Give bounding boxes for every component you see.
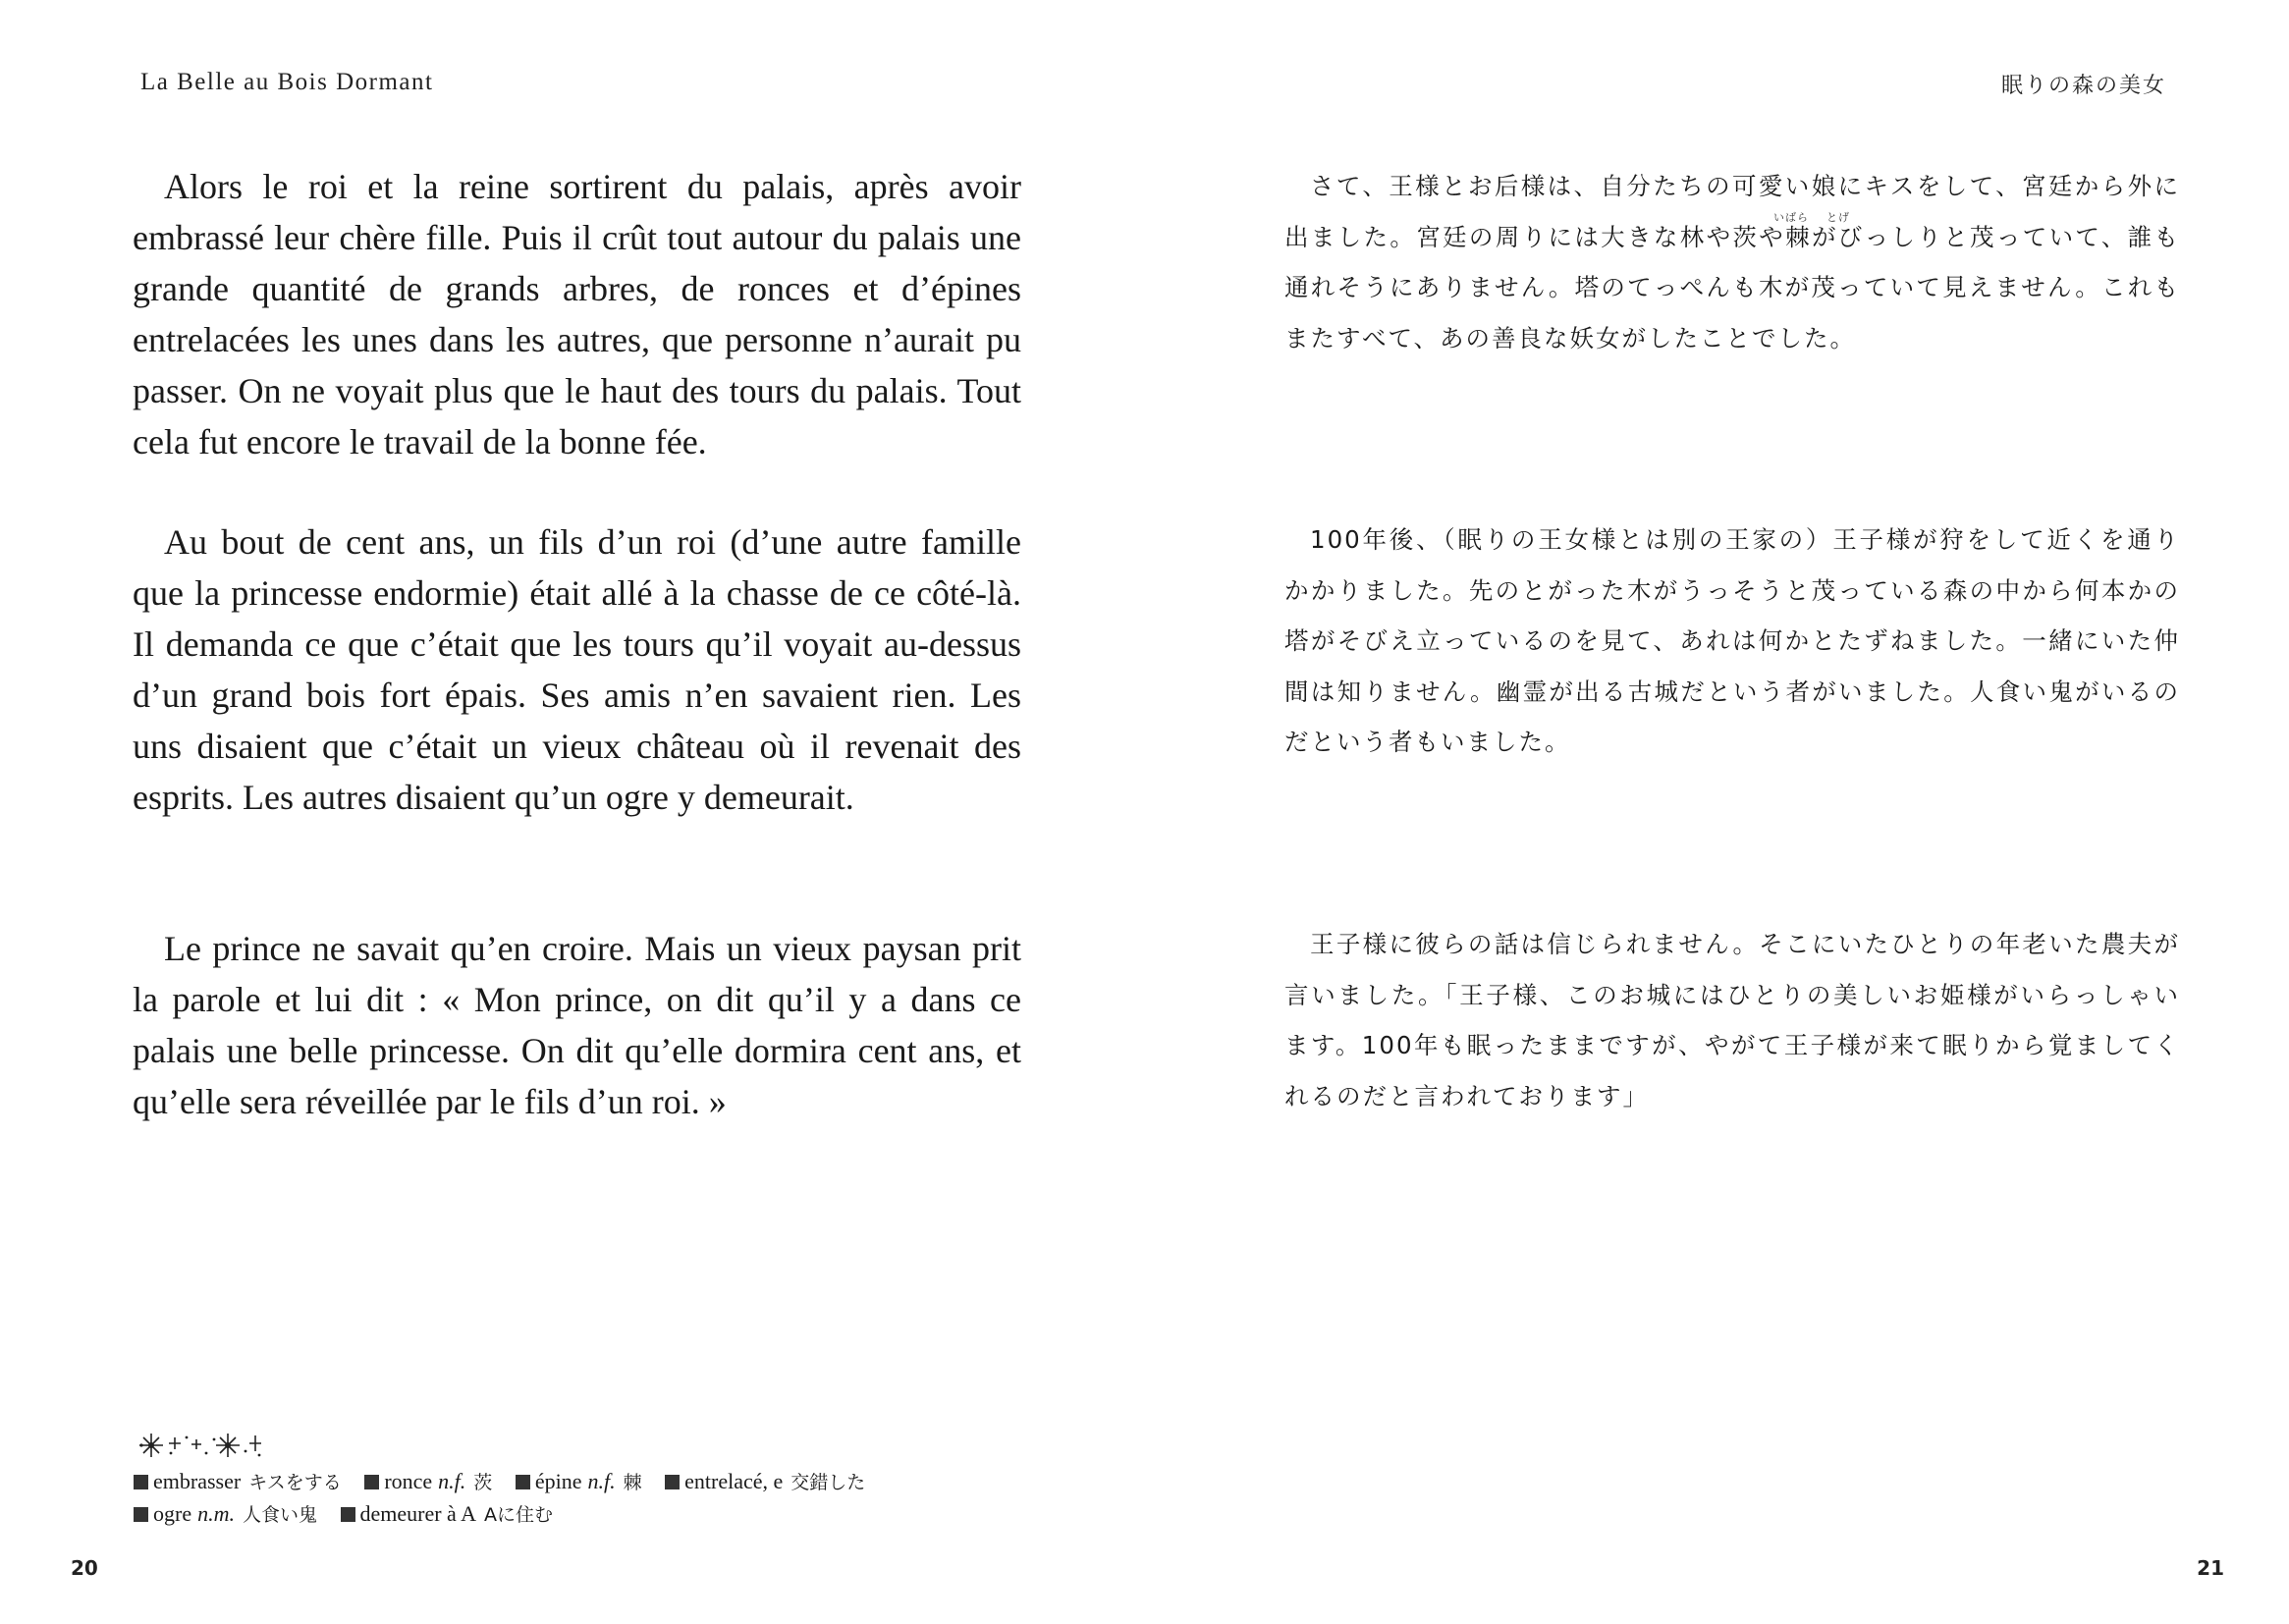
left-page	[0, 0, 1144, 1624]
vocab-meaning: 人食い鬼	[242, 1504, 317, 1526]
japanese-paragraph-2	[1284, 514, 2180, 768]
ruby-annotation: いばら	[1773, 211, 1809, 224]
page-number-left: 20	[71, 1556, 98, 1580]
vocab-meaning: キスをする	[248, 1472, 342, 1493]
french-paragraph-3	[133, 923, 1021, 1127]
vocab-item	[665, 1468, 865, 1494]
french-paragraph-text: Alors le roi et la reine sortirent du palais, après avoir embrassé leur chère fille. Puis il crût tout autour du palais une grande quantité de grands arbres, de ronces et d’épines entrelacées les unes dans les autres, que personne n’aurait pu passer. On ne voyait plus que le haut des tours du palais. Tout cela fut encore le travail de la bonne fée.	[133, 167, 1021, 461]
french-paragraph-text: Au bout de cent ans, un fils d’un roi (d’une autre famille que la princesse endormie) était allé à la chasse de ce côté-là. Il demanda ce que c’était que les tours qu’il voyait au-dessus d’un grand bois fort épais. Ses amis n’en savaient rien. Les uns disaient que c’était un vieux château où il revenait des esprits. Les autres disaient qu’un ogre y demeurait.	[133, 522, 1021, 817]
vocab-meaning: 茨	[473, 1472, 493, 1493]
square-bullet-icon	[516, 1475, 530, 1489]
japanese-paragraph-text: さて、王様とお后様は、自分たちの可愛い娘にキスをして、宮廷から外に出ました。宮廷の周りには大きな林や茨や棘がびっしりと茂っていて、誰も通れそうにありません。塔のてっぺんも木が茂っていて見えません。これもまたすべて、あの善良な妖女がしたことでした。	[1284, 172, 2180, 352]
vocab-grammar: n.f.	[438, 1469, 466, 1493]
square-bullet-icon	[665, 1475, 680, 1489]
french-paragraph-2	[133, 516, 1021, 823]
vocab-item	[134, 1468, 342, 1494]
square-bullet-icon	[341, 1507, 355, 1522]
vocab-word: demeurer à A	[359, 1501, 476, 1526]
vocabulary-line-2	[134, 1500, 571, 1527]
japanese-paragraph-1	[1284, 161, 2180, 363]
vocab-word: embrasser	[153, 1469, 242, 1493]
vocab-meaning: Aに住む	[484, 1504, 553, 1526]
vocab-word: épine	[534, 1469, 582, 1493]
vocab-item	[134, 1500, 317, 1527]
square-bullet-icon	[134, 1475, 148, 1489]
japanese-paragraph-text: 100年後、（眠りの王女様とは別の王家の）王子様が狩をして近くを通りかかりました。先のとがった木がうっそうと茂っている森の中から何本かの塔がそびえ立っているのを見て、あれは何かとたずねました。一緒にいた仲間は知りません。幽霊が出る古城だという者がいました。人食い鬼がいるのだという者もいました。	[1284, 525, 2180, 756]
right-page	[1145, 0, 2289, 1624]
french-paragraph-1	[133, 161, 1021, 467]
sparkle-ornament-icon	[136, 1426, 273, 1461]
vocab-word: entrelacé, e	[684, 1469, 784, 1493]
vocab-item	[364, 1468, 492, 1494]
running-head-japanese: 眠りの森の美女	[2000, 74, 2166, 98]
vocab-grammar: n.f.	[587, 1469, 616, 1493]
vocab-word: ronce	[384, 1469, 433, 1493]
vocab-item	[516, 1468, 642, 1494]
running-head-french: La Belle au Bois Dormant	[140, 69, 434, 95]
square-bullet-icon	[364, 1475, 379, 1489]
vocab-word: ogre	[153, 1501, 192, 1526]
vocabulary-line-1	[134, 1468, 883, 1494]
vocab-grammar: n.m.	[197, 1501, 235, 1526]
square-bullet-icon	[134, 1507, 148, 1522]
japanese-paragraph-text: 王子様に彼らの話は信じられません。そこにいたひとりの年老いた農夫が言いました。「王子様、このお城にはひとりの美しいお姫様がいらっしゃいます。100年も眠ったままですが、やがて王子様が来て眠りから覚ましてくれるのだと言われております」	[1284, 930, 2180, 1110]
page-number-right: 21	[2197, 1556, 2224, 1580]
vocab-meaning: 棘	[623, 1472, 642, 1493]
vocab-item	[341, 1500, 554, 1527]
ruby-annotation: とげ	[1826, 211, 1850, 224]
japanese-paragraph-3	[1284, 919, 2180, 1121]
french-paragraph-text: Le prince ne savait qu’en croire. Mais un vieux paysan prit la parole et lui dit : « Mon prince, on dit qu’il y a dans ce palais une belle princesse. On dit qu’elle dormira cent ans, et qu’elle sera réveillée par le fils d’un roi. »	[133, 929, 1021, 1121]
vocab-meaning: 交錯した	[790, 1472, 866, 1493]
